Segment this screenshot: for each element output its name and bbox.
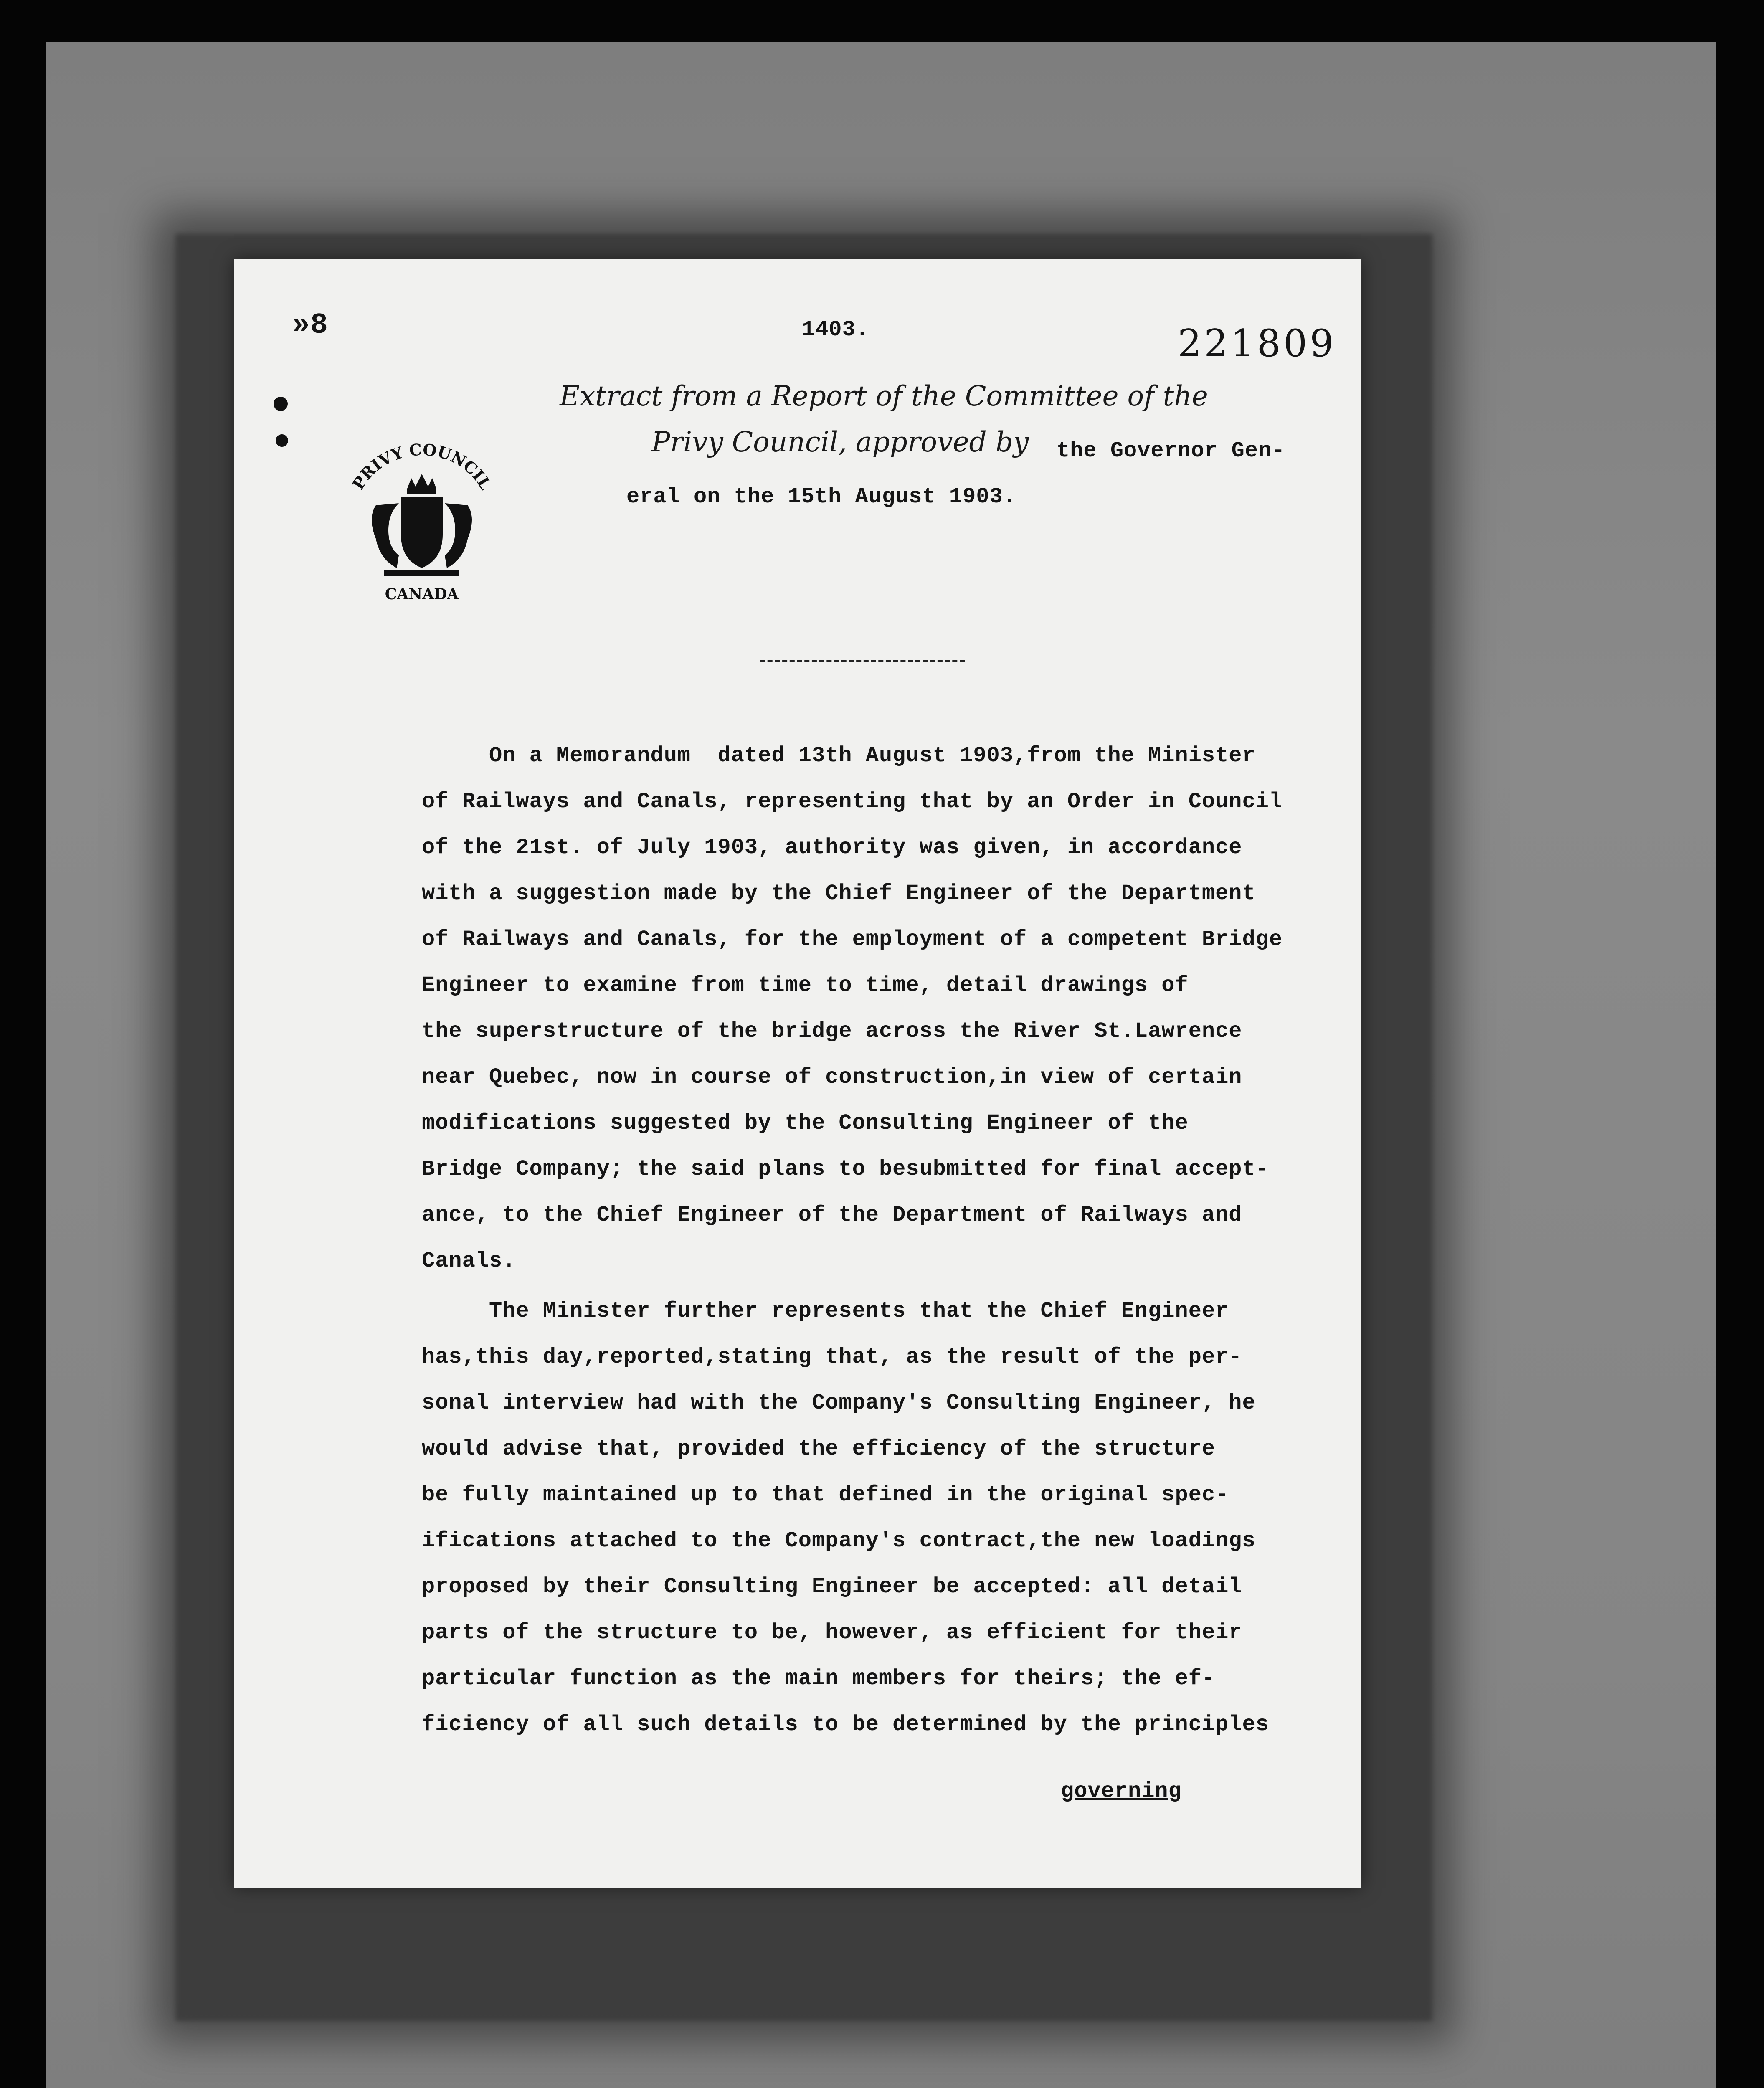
body-line: of the 21st. of July 1903, authority was given, in accordance bbox=[422, 835, 1242, 860]
page-number: 1403. bbox=[802, 317, 869, 342]
seal-bottom-text: CANADA bbox=[385, 585, 459, 603]
lion-supporter-icon bbox=[372, 503, 399, 568]
seal-top-text: PRIVY COUNCIL bbox=[348, 440, 495, 493]
body-line: ifications attached to the Company's contract,the new loadings bbox=[422, 1528, 1256, 1553]
unicorn-supporter-icon bbox=[445, 503, 472, 568]
heading-typed-line2: the Governor Gen- bbox=[1057, 438, 1285, 463]
body-line: Bridge Company; the said plans to besubmitted for final accept- bbox=[422, 1157, 1269, 1181]
body-line: be fully maintained up to that defined in the original spec- bbox=[422, 1482, 1229, 1507]
motto-ribbon bbox=[384, 570, 459, 576]
margin-smudge bbox=[274, 397, 288, 411]
body-line: of Railways and Canals, representing that by an Order in Council bbox=[422, 789, 1283, 814]
body-line: would advise that, provided the efficiency of the structure bbox=[422, 1437, 1216, 1461]
margin-smudge bbox=[276, 434, 288, 447]
heading-script-line2: Privy Council, approved by bbox=[651, 426, 1029, 458]
body-line: On a Memorandum dated 13th August 1903,from the Minister bbox=[422, 743, 1256, 768]
body-line: near Quebec, now in course of construction,in view of certain bbox=[422, 1065, 1242, 1090]
body-line: with a suggestion made by the Chief Engineer of the Department bbox=[422, 881, 1256, 906]
separator-line bbox=[760, 660, 965, 662]
document-body bbox=[422, 743, 1341, 1829]
catchword: governing bbox=[1061, 1779, 1182, 1804]
body-line: particular function as the main members for theirs; the ef- bbox=[422, 1666, 1216, 1691]
body-line: modifications suggested by the Consulting Engineer of the bbox=[422, 1111, 1189, 1135]
body-line: ficiency of all such details to be determined by the principles bbox=[422, 1712, 1269, 1737]
body-line: The Minister further represents that the Chief Engineer bbox=[422, 1299, 1229, 1323]
heading-typed-line3: eral on the 15th August 1903. bbox=[626, 484, 1016, 509]
body-line: has,this day,reported,stating that, as the result of the per- bbox=[422, 1345, 1242, 1369]
serial-number: 221809 bbox=[1178, 322, 1336, 365]
body-line: the superstructure of the bridge across the River St.Lawrence bbox=[422, 1019, 1242, 1044]
body-line: Engineer to examine from time to time, detail drawings of bbox=[422, 973, 1189, 998]
shield-icon bbox=[401, 497, 443, 568]
corner-mark: »8 bbox=[292, 309, 329, 342]
body-line: parts of the structure to be, however, as efficient for their bbox=[422, 1620, 1242, 1645]
body-line: proposed by their Consulting Engineer be accepted: all detail bbox=[422, 1574, 1242, 1599]
privy-council-seal bbox=[326, 434, 518, 610]
body-line: sonal interview had with the Company's Consulting Engineer, he bbox=[422, 1391, 1256, 1415]
body-line: Canals. bbox=[422, 1249, 516, 1273]
body-line: of Railways and Canals, for the employment of a competent Bridge bbox=[422, 927, 1283, 952]
heading-script-line1: Extract from a Report of the Committee of the bbox=[560, 380, 1208, 412]
crown-icon bbox=[407, 474, 436, 494]
body-line: ance, to the Chief Engineer of the Department of Railways and bbox=[422, 1203, 1242, 1227]
